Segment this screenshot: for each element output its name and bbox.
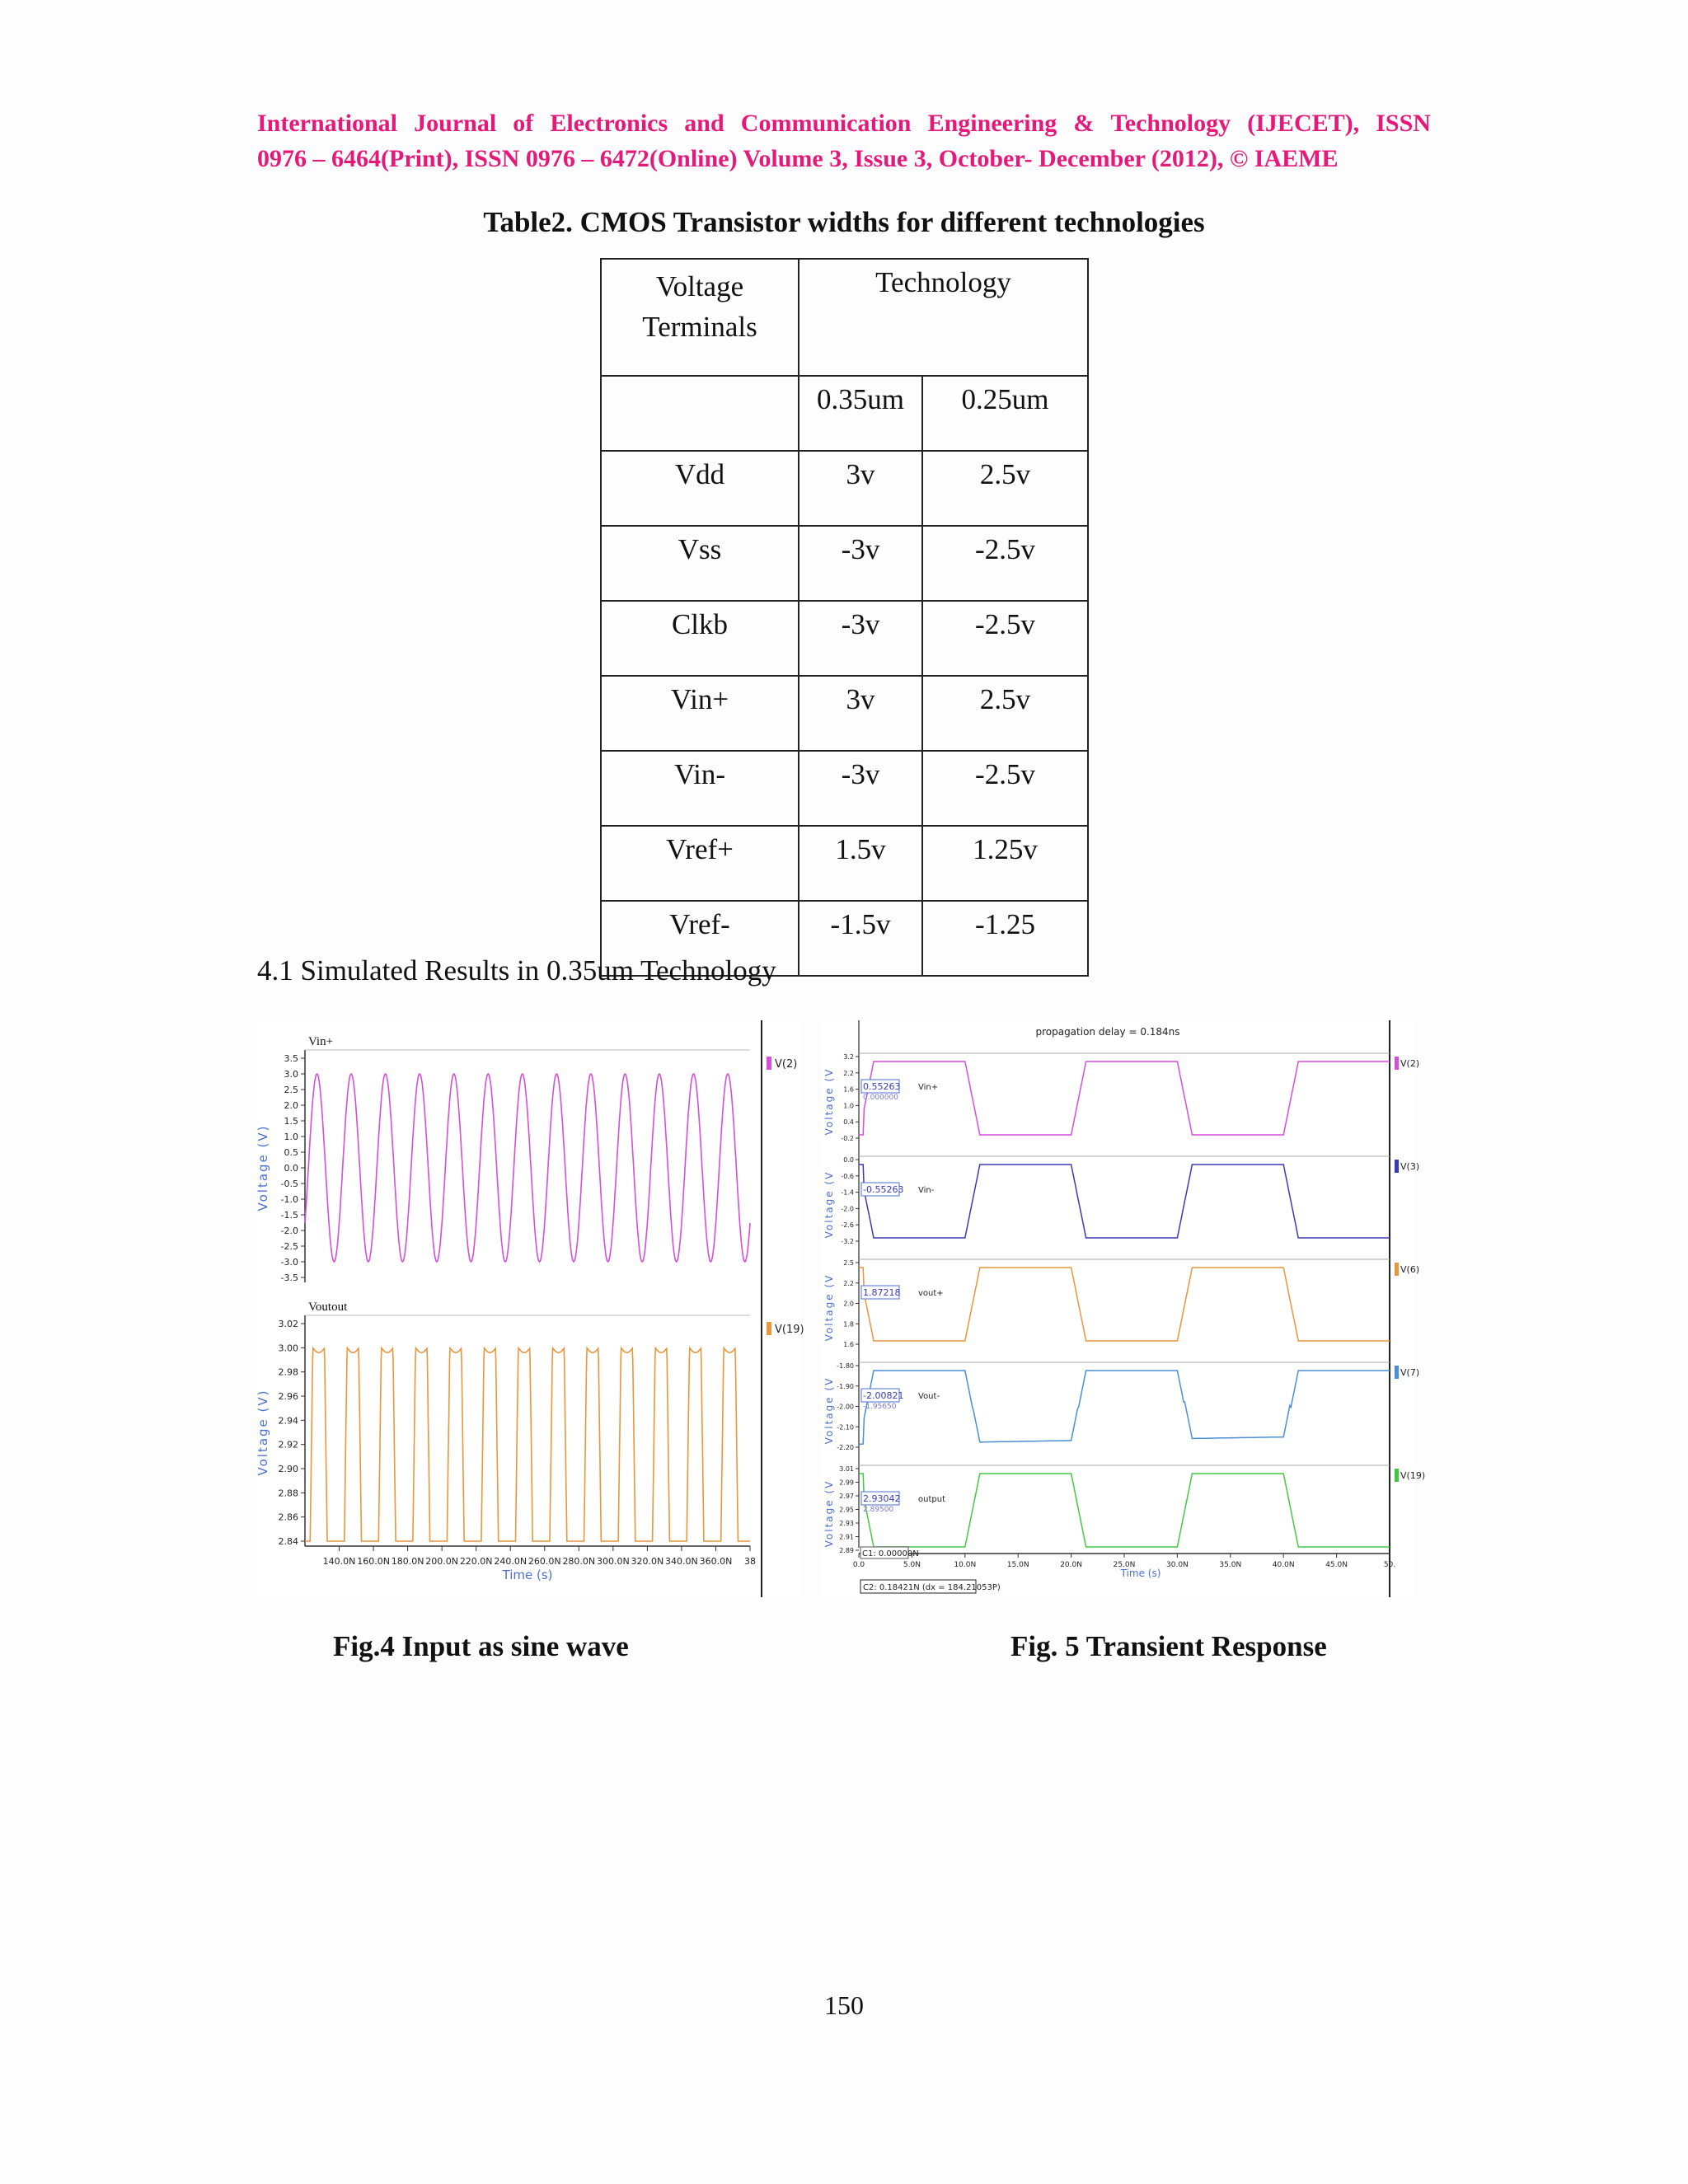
fig5-chart (821, 1020, 1426, 1597)
fig5-x-tick-label: 30.0N (1166, 1561, 1189, 1569)
table-cell-empty (601, 376, 799, 451)
fig4-series-line (305, 1348, 750, 1541)
fig4-x-tick-label: 140.0N (322, 1556, 356, 1567)
fig5-x-tick-label: 25.0N (1113, 1561, 1136, 1569)
fig4-x-tick-label: 280.0N (562, 1556, 596, 1567)
fig4-y-tick-label: -1.0 (280, 1194, 298, 1205)
fig5-y-tick-label: 1.0 (843, 1102, 854, 1110)
table-row: Clkb -3v -2.5v (601, 601, 1088, 676)
fig4-y-tick-label: 2.90 (278, 1464, 298, 1474)
fig4-y-tick-label: 2.5 (284, 1085, 298, 1095)
fig5-legend-swatch (1395, 1160, 1399, 1173)
fig4-legend-swatch (767, 1057, 771, 1070)
fig5-marker-value: 2.93042 (863, 1493, 901, 1504)
fig5-y-tick-label: 3.01 (839, 1465, 854, 1473)
fig5-legend-label: V(19) (1400, 1470, 1426, 1481)
fig4-y-tick-label: 3.0 (284, 1069, 298, 1080)
fig4-trace-label: Voutout (308, 1301, 348, 1314)
fig5-series-line (859, 1165, 1390, 1238)
fig4-x-tick-label: 320.0N (631, 1556, 664, 1567)
journal-header-line2: 0976 – 6464(Print), ISSN 0976 – 6472(Online) Volume 3, Issue 3, October- December (2012), © IAEME (257, 145, 1339, 172)
fig4-y-tick-label: 3.00 (278, 1343, 298, 1354)
fig5-y-axis-label: Voltage (V (823, 1170, 835, 1239)
journal-header (257, 105, 1431, 176)
fig4-y-tick-label: 1.5 (284, 1116, 298, 1127)
fig4-y-tick-label: -1.5 (280, 1210, 298, 1221)
fig5-y-tick-label: 3.2 (843, 1053, 854, 1061)
fig5-marker-value-2: 0.000000 (863, 1094, 898, 1102)
fig4-y-tick-label: 0.5 (284, 1147, 298, 1158)
fig5-series-line (859, 1268, 1390, 1341)
table-header-row (601, 259, 1088, 376)
fig4-caption: Fig.4 Input as sine wave (333, 1630, 629, 1662)
fig5-y-tick-label: 2.95 (839, 1506, 854, 1514)
fig5-y-axis-label: Voltage (V (823, 1273, 835, 1342)
fig5-y-axis-label: Voltage (V (823, 1067, 835, 1136)
fig5-y-tick-label: -2.00 (837, 1403, 854, 1411)
table-row: Vin+ 3v 2.5v (601, 676, 1088, 751)
fig5-y-tick-label: -2.0 (841, 1205, 854, 1213)
fig5-y-tick-label: -2.20 (837, 1444, 854, 1451)
fig4-x-tick-label: 180.0N (391, 1556, 424, 1567)
fig5-y-tick-label: 2.93 (839, 1520, 854, 1527)
fig4-series-line (305, 1074, 750, 1262)
table-row: Vin- -3v -2.5v (601, 751, 1088, 826)
fig5-x-tick-label: 40.0N (1272, 1561, 1295, 1569)
fig4-y-tick-label: -2.5 (280, 1241, 298, 1252)
fig5-legend-swatch (1395, 1366, 1399, 1379)
fig4-x-tick-label: 260.0N (528, 1556, 561, 1567)
page-number: 150 (824, 1990, 864, 2020)
fig5-y-tick-label: 2.89 (839, 1547, 854, 1554)
fig5-y-tick-label: 1.6 (843, 1341, 854, 1348)
fig5-cursor2-label: C2: 0.18421N (dx = 184.21053P) (863, 1583, 1001, 1592)
table-row: Vref- -1.5v -1.25 (601, 901, 1088, 976)
fig5-trace-label: vout+ (918, 1289, 944, 1298)
fig5-y-tick-label: -2.10 (837, 1423, 854, 1432)
fig5-y-tick-label: 2.99 (839, 1479, 854, 1487)
fig5-series-line (859, 1371, 1390, 1444)
table-caption: Table2. CMOS Transistor widths for different technologies (483, 206, 1205, 238)
fig4-legend-label: V(2) (775, 1058, 798, 1071)
fig5-marker-value: 1.87218 (863, 1287, 901, 1298)
fig4-svg (256, 1020, 804, 1597)
fig4-y-tick-label: -3.0 (280, 1257, 298, 1268)
fig4-x-axis-label: Time (s) (502, 1568, 553, 1582)
fig4-x-tick-label: 360.0N (699, 1556, 733, 1567)
fig4-y-tick-label: 0.0 (284, 1163, 298, 1174)
fig4-x-tick-label: 200.0N (425, 1556, 459, 1567)
fig4-x-tick-label: 160.0N (357, 1556, 390, 1567)
fig5-x-tick-label: 50. (1383, 1561, 1396, 1569)
fig5-legend-swatch (1395, 1057, 1399, 1070)
fig4-x-tick-label: 300.0N (596, 1556, 630, 1567)
fig5-x-tick-label: 45.0N (1325, 1561, 1348, 1569)
fig5-y-tick-label: 2.2 (843, 1069, 854, 1077)
fig5-marker-value: -2.00821 (863, 1390, 904, 1401)
fig5-x-tick-label: 35.0N (1219, 1561, 1242, 1569)
table-row: Vss -3v -2.5v (601, 526, 1088, 601)
subheader-025: 0.25um (922, 376, 1088, 451)
fig4-x-tick-label: 220.0N (459, 1556, 493, 1567)
fig5-legend-label: V(7) (1400, 1367, 1420, 1378)
fig5-series-line (859, 1474, 1390, 1547)
fig4-y-tick-label: -3.5 (280, 1272, 298, 1283)
fig5-series-line (859, 1062, 1390, 1135)
fig5-svg (821, 1020, 1426, 1597)
fig5-y-tick-label: 2.5 (843, 1259, 854, 1267)
fig5-y-axis-label: Voltage (V (823, 1479, 835, 1548)
fig4-y-tick-label: 2.88 (278, 1488, 298, 1499)
fig5-y-tick-label: 0.4 (843, 1118, 854, 1127)
fig4-y-tick-label: 2.0 (284, 1100, 298, 1111)
fig4-y-tick-label: 2.94 (278, 1415, 298, 1427)
fig5-legend-label: V(6) (1400, 1264, 1420, 1275)
fig5-y-tick-label: -2.6 (841, 1221, 854, 1230)
fig5-caption: Fig. 5 Transient Response (1010, 1630, 1327, 1662)
fig4-x-tick-label: 240.0N (494, 1556, 528, 1567)
fig5-y-axis-label: Voltage (V (823, 1376, 835, 1445)
fig5-y-tick-label: -1.90 (837, 1382, 854, 1390)
subheader-035: 0.35um (799, 376, 922, 451)
fig5-marker-value-2: 2.89500 (863, 1506, 894, 1514)
fig4-y-tick-label: -2.0 (280, 1226, 298, 1236)
fig4-y-tick-label: 1.0 (284, 1132, 298, 1142)
fig4-y-tick-label: -0.5 (280, 1179, 298, 1189)
fig4-trace-label: Vin+ (308, 1035, 334, 1048)
table-row: Vdd 3v 2.5v (601, 451, 1088, 526)
fig4-legend-swatch (767, 1322, 771, 1335)
fig4-y-tick-label: 2.98 (278, 1366, 298, 1378)
fig5-y-tick-label: 2.97 (839, 1493, 854, 1500)
journal-header-line1: International Journal of Electronics and Communication Engineering & Technology (IJECET), ISSN (257, 110, 1431, 137)
fig5-x-tick-label: 20.0N (1060, 1561, 1082, 1569)
fig5-y-tick-label: 1.6 (843, 1085, 854, 1094)
fig5-y-tick-label: 2.2 (843, 1279, 854, 1287)
fig5-y-tick-label: -3.2 (841, 1238, 854, 1245)
fig4-chart (256, 1020, 804, 1597)
fig4-y-tick-label: 2.84 (278, 1536, 298, 1547)
fig5-trace-label: Vin+ (918, 1083, 939, 1092)
section-title: 4.1 Simulated Results in 0.35um Technology (257, 954, 776, 987)
fig5-legend-label: V(2) (1400, 1058, 1420, 1069)
fig5-x-tick-label: 10.0N (954, 1561, 977, 1569)
fig4-y-axis-label: Voltage (V) (256, 1124, 270, 1212)
fig5-legend-swatch (1395, 1469, 1399, 1482)
fig5-y-tick-label: -0.2 (841, 1135, 854, 1142)
fig5-trace-label: output (918, 1495, 945, 1504)
table-row: Vref+ 1.5v 1.25v (601, 826, 1088, 901)
fig4-y-tick-label: 2.92 (278, 1439, 298, 1451)
fig5-y-tick-label: 0.0 (843, 1156, 854, 1164)
fig5-y-tick-label: 2.91 (839, 1533, 854, 1541)
fig4-y-tick-label: 2.96 (278, 1391, 298, 1402)
fig5-trace-label: Vin- (918, 1186, 935, 1195)
fig5-marker-value-2: -1.95650 (863, 1403, 897, 1411)
header-voltage-terminals: Voltage Terminals (601, 259, 799, 376)
fig5-marker-value: -0.55263 (863, 1184, 904, 1195)
fig5-y-tick-label: -1.4 (841, 1188, 854, 1197)
fig5-y-tick-label: -1.80 (837, 1362, 854, 1370)
fig5-y-tick-label: 2.0 (843, 1300, 854, 1308)
fig5-title: propagation delay = 0.184ns (1035, 1026, 1180, 1038)
technology-table (600, 258, 1089, 977)
fig5-legend-label: V(3) (1400, 1161, 1420, 1172)
fig5-x-tick-label: 0.0 (852, 1561, 865, 1569)
fig5-legend-swatch (1395, 1263, 1399, 1276)
fig4-x-tick-label: 340.0N (665, 1556, 698, 1567)
fig4-y-tick-label: 3.02 (278, 1319, 298, 1329)
fig5-y-tick-label: 1.8 (843, 1320, 854, 1329)
fig5-x-tick-label: 15.0N (1006, 1561, 1029, 1569)
header-technology: Technology (799, 259, 1088, 376)
table-subheader-row (601, 376, 1088, 451)
fig5-marker-value: 0.55263 (863, 1081, 901, 1092)
fig5-x-axis-label: Time (s) (1120, 1568, 1161, 1579)
fig5-y-tick-label: -0.6 (841, 1172, 854, 1180)
fig4-y-axis-label: Voltage (V) (256, 1389, 270, 1476)
fig4-y-tick-label: 2.86 (278, 1511, 298, 1523)
fig4-legend-label: V(19) (775, 1324, 804, 1336)
fig5-trace-label: Vout- (918, 1392, 940, 1401)
fig5-x-tick-label: 5.0N (903, 1561, 921, 1569)
fig4-x-tick-label: 38 (744, 1556, 756, 1567)
fig4-y-tick-label: 3.5 (284, 1053, 298, 1064)
fig5-cursor1-label: C1: 0.00000N (862, 1549, 919, 1558)
